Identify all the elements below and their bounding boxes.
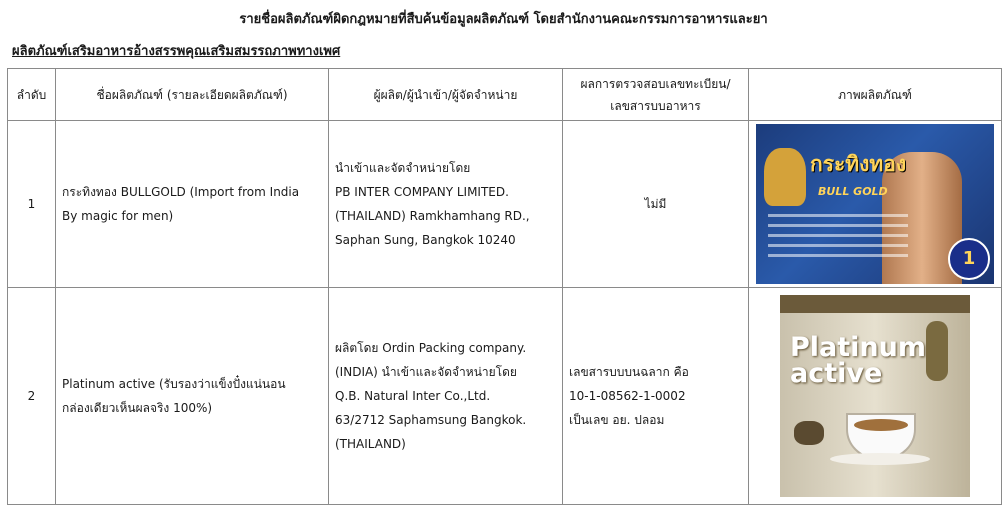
header-check-line1: ผลการตรวจสอบเลขทะเบียน/ bbox=[580, 76, 731, 91]
table-header-row bbox=[8, 69, 1002, 121]
maker-line: (THAILAND) bbox=[335, 437, 406, 451]
maker-line: PB INTER COMPANY LIMITED. bbox=[335, 185, 509, 199]
product-name bbox=[56, 121, 329, 288]
maker-line: 63/2712 Saphamsung Bangkok. bbox=[335, 413, 527, 427]
table-row bbox=[8, 121, 1002, 288]
package-word: Platinum bbox=[790, 332, 927, 363]
header-check-line2: เลขสารบบอาหาร bbox=[610, 98, 701, 113]
products-table bbox=[7, 68, 1002, 505]
maker-line: Saphan Sung, Bangkok 10240 bbox=[335, 233, 516, 247]
maker-line: (THAILAND) Ramkhamhang RD., bbox=[335, 209, 530, 223]
header-product-image: ภาพผลิตภัณฑ์ bbox=[749, 69, 1002, 121]
package-sub-text: BULL GOLD bbox=[818, 185, 888, 198]
product-name-line: กระทิงทอง BULLGOLD (Import from India bbox=[62, 185, 300, 199]
product-name bbox=[56, 288, 329, 505]
header-product-name: ชื่อผลิตภัณฑ์ (รายละเอียดผลิตภัณฑ์) bbox=[56, 69, 329, 121]
document-title: รายชื่อผลิตภัณฑ์ผิดกฎหมายที่สืบค้นข้อมูลผลิตภัณฑ์ โดยสำนักงานคณะกรรมการอาหารและยา bbox=[239, 12, 768, 27]
check-line: 10-1-08562-1-0002 bbox=[569, 389, 686, 403]
product-name-line: By magic for men) bbox=[62, 209, 174, 223]
header-registration-check bbox=[563, 69, 749, 121]
bullgold-product-image bbox=[756, 124, 994, 284]
bull-logo-icon bbox=[764, 148, 806, 206]
package-text-lines bbox=[768, 214, 908, 264]
maker-line: (INDIA) นำเข้าและจัดจำหน่ายโดย bbox=[335, 365, 517, 379]
package-word: active bbox=[790, 358, 883, 389]
product-image-cell bbox=[749, 121, 1002, 288]
saucer-graphic bbox=[830, 453, 930, 465]
product-maker bbox=[329, 121, 563, 288]
row-number: 1 bbox=[8, 121, 56, 288]
package-brand-text: กระทิงทอง bbox=[810, 152, 907, 176]
bull-logo-icon bbox=[794, 421, 824, 445]
header-no: ลำดับ bbox=[8, 69, 56, 121]
product-name-line: Platinum active (รับรองว่าแข็งปั๋งแน่นอน bbox=[62, 377, 286, 391]
maker-line: Q.B. Natural Inter Co.,Ltd. bbox=[335, 389, 491, 403]
check-line: เลขสารบบบนฉลาก คือ bbox=[569, 365, 689, 379]
table-row bbox=[8, 288, 1002, 505]
figure-icon bbox=[926, 321, 948, 381]
check-line: เป็นเลข อย. ปลอม bbox=[569, 413, 665, 427]
product-maker bbox=[329, 288, 563, 505]
maker-line: นำเข้าและจัดจำหน่ายโดย bbox=[335, 161, 471, 175]
package-badge: 1 bbox=[948, 238, 990, 280]
package-brand-text bbox=[790, 332, 927, 389]
row-number: 2 bbox=[8, 288, 56, 505]
section-heading: ผลิตภัณฑ์เสริมอาหารอ้างสรรพคุณเสริมสมรรถภาพทางเพศ bbox=[12, 44, 341, 59]
header-maker: ผู้ผลิต/ผู้นำเข้า/ผู้จัดจำหน่าย bbox=[329, 69, 563, 121]
registration-check-result: ไม่มี bbox=[563, 121, 749, 288]
registration-check-result bbox=[563, 288, 749, 505]
product-image-cell bbox=[749, 288, 1002, 505]
maker-line: ผลิตโดย Ordin Packing company. bbox=[335, 341, 527, 355]
product-name-line: กล่องเดียวเห็นผลจริง 100%) bbox=[62, 401, 213, 415]
platinum-active-product-image bbox=[780, 295, 970, 497]
package-top-band bbox=[780, 295, 970, 313]
